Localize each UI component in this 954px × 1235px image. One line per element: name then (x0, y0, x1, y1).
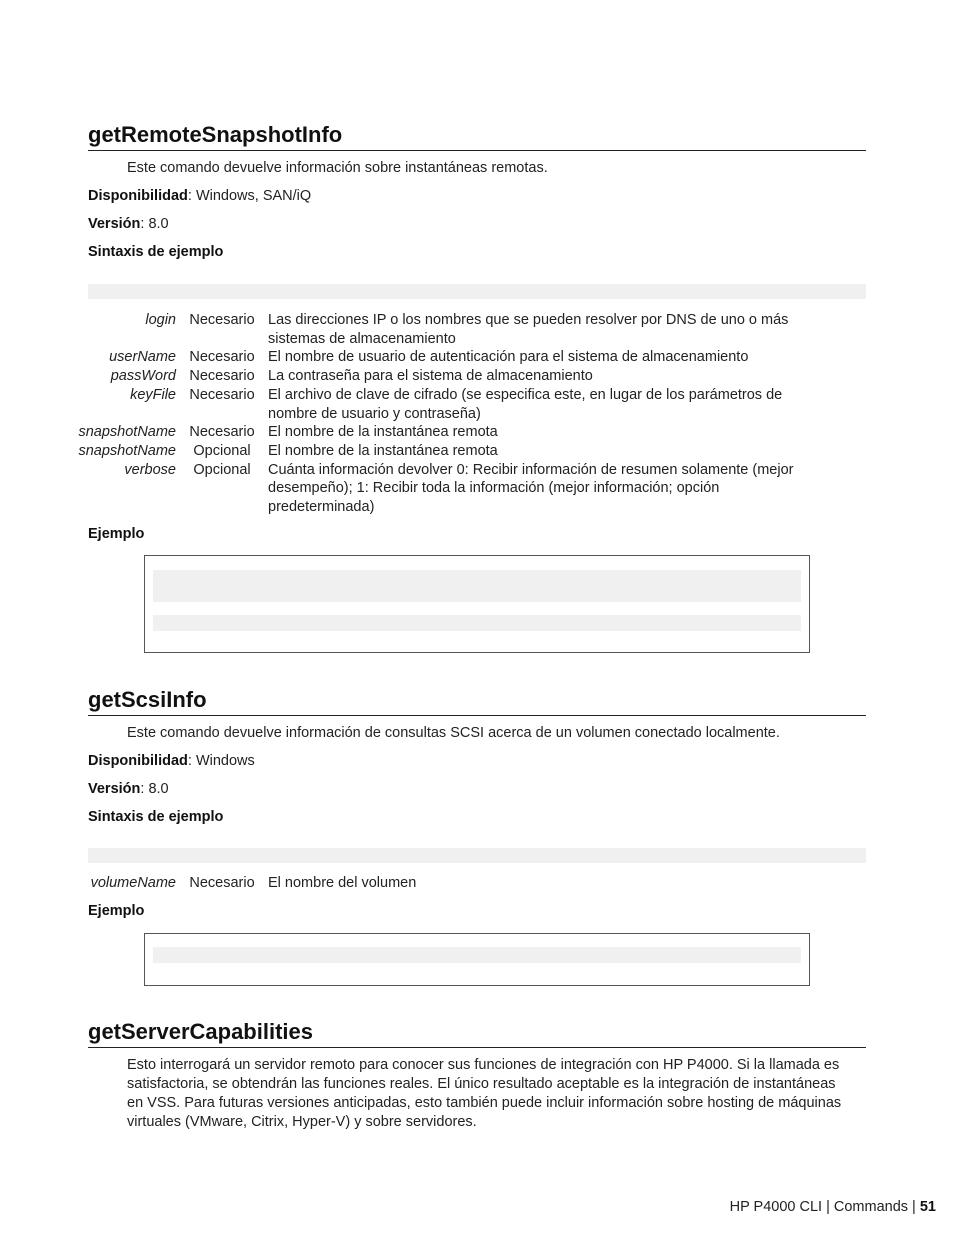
example-box (144, 555, 810, 653)
param-required: Necesario (189, 312, 255, 328)
param-description: El nombre del volumen (268, 875, 417, 891)
param-description: Cuánta información devolver 0: Recibir información de resumen solamente (mejor desempeño); 1: Recibir toda la información (mejor información; opción predeterminada) (268, 461, 794, 516)
param-description: El nombre de la instantánea remota (268, 424, 498, 441)
parameter-row (0, 348, 818, 367)
footer-text: HP P4000 CLI | Commands | (729, 1199, 920, 1215)
section-description: Esto interrogará un servidor remoto para conocer sus funciones de integración con HP P4000. Si la llamada es satisfactoria, se obtendrán las funciones reales. El único resultado aceptable es la integración de instantáneas en VSS. Para futuras versiones anticipadas, esto también puede incluir información sobre hosting de máquinas virtuales (VMware, Citrix, Hyper-V) y sobre servidores. (127, 1057, 842, 1130)
section-description: Este comando devuelve información de consultas SCSI acerca de un volumen conectado localmente. (127, 725, 780, 741)
example-code-line (153, 947, 801, 963)
example-code-line (153, 615, 801, 631)
section-title-getservercapabilities: getServerCapabilities (88, 1019, 866, 1048)
param-required: Necesario (189, 875, 255, 891)
param-required: Necesario (189, 386, 255, 403)
param-required: Necesario (189, 368, 255, 385)
param-required: Opcional (193, 461, 251, 478)
availability-line (88, 187, 311, 206)
syntax-heading: Sintaxis de ejemplo (88, 809, 224, 825)
param-required: Opcional (193, 442, 251, 459)
version-value: : 8.0 (140, 216, 169, 232)
availability-label: Disponibilidad (88, 188, 188, 204)
param-required: Necesario (189, 349, 255, 366)
syntax-code-block (88, 284, 866, 299)
param-required: Necesario (189, 424, 255, 441)
param-description: El nombre de usuario de autenticación para el sistema de almacenamiento (268, 349, 749, 366)
example-code-line (153, 570, 801, 602)
param-name: snapshotName (78, 424, 176, 441)
availability-label: Disponibilidad (88, 753, 188, 769)
parameter-row (0, 386, 818, 423)
parameter-row (0, 367, 818, 386)
version-line (88, 780, 169, 799)
example-box (144, 933, 810, 986)
parameter-row (0, 461, 818, 517)
section-title-getscsiinfo: getScsiInfo (88, 687, 866, 716)
param-name: verbose (124, 461, 176, 478)
version-label: Versión (88, 216, 141, 232)
param-name: userName (109, 349, 176, 366)
page-footer (730, 1197, 936, 1217)
param-name: snapshotName (78, 442, 176, 459)
parameter-row (0, 311, 818, 348)
section-title-getremotesnapshotinfo: getRemoteSnapshotInfo (88, 122, 866, 151)
availability-line (88, 752, 255, 771)
example-heading: Ejemplo (88, 903, 145, 919)
param-name: passWord (110, 368, 176, 385)
param-name: login (145, 312, 176, 328)
param-description: La contraseña para el sistema de almacenamiento (268, 368, 593, 385)
version-line (88, 215, 169, 234)
syntax-code-block (88, 848, 866, 863)
page-number: 51 (919, 1199, 936, 1215)
parameter-table (0, 874, 818, 893)
version-label: Versión (88, 781, 141, 797)
parameter-row (0, 874, 818, 893)
param-name: volumeName (90, 875, 176, 891)
parameter-table (0, 311, 818, 517)
param-description: El archivo de clave de cifrado (se especifica este, en lugar de los parámetros de nombre de usuario y contraseña) (268, 386, 783, 422)
example-heading: Ejemplo (88, 526, 145, 542)
param-name: keyFile (130, 386, 176, 403)
parameter-row (0, 442, 818, 461)
section-description: Este comando devuelve información sobre instantáneas remotas. (127, 160, 548, 176)
availability-value: : Windows (187, 753, 255, 769)
version-value: : 8.0 (140, 781, 169, 797)
param-description: El nombre de la instantánea remota (268, 442, 498, 459)
parameter-row (0, 423, 818, 442)
param-description: Las direcciones IP o los nombres que se pueden resolver por DNS de uno o más sistemas de almacenamiento (268, 312, 789, 347)
syntax-heading: Sintaxis de ejemplo (88, 244, 224, 260)
availability-value: : Windows, SAN/iQ (187, 188, 312, 204)
